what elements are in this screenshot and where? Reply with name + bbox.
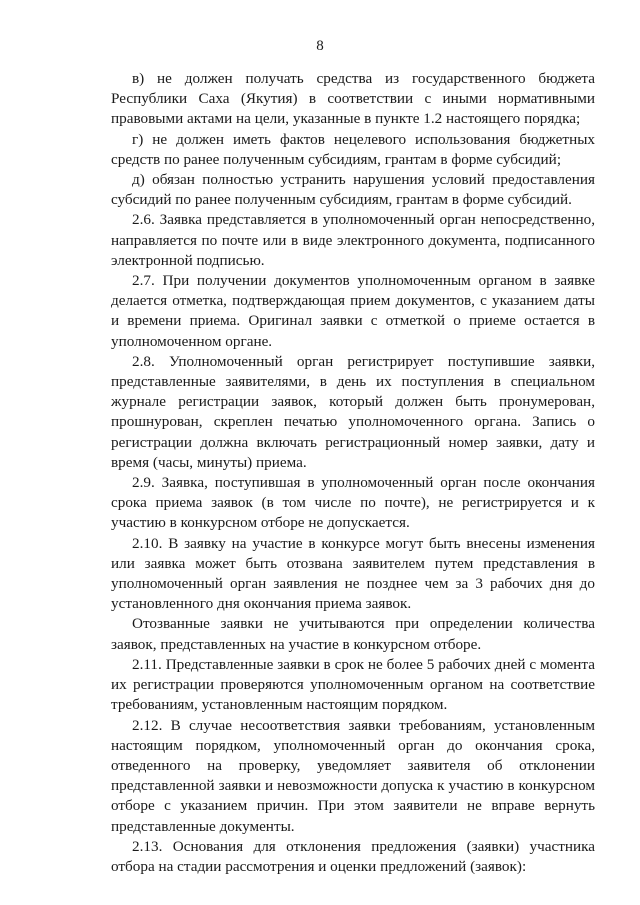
- page-number: 8: [316, 38, 324, 54]
- paragraph-2-11: 2.11. Представленные заявки в срок не более 5 рабочих дней с момента их регистрации проверяются уполномоченным органом на соответствие требованиям, установленным настоящим порядком.: [111, 655, 595, 714]
- paragraph-2-9: 2.9. Заявка, поступившая в уполномоченный орган после окончания срока приема заявок (в том числе по почте), не регистрируется и к участию в конкурсном отборе не допускается.: [111, 474, 595, 532]
- paragraph-subitem-d: д) обязан полностью устранить нарушения условий предоставления субсидий по ранее полученным субсидиям, грантам в форме субсидий.: [111, 171, 595, 209]
- document-body: [111, 69, 595, 877]
- paragraph-2-13: 2.13. Основания для отклонения предложения (заявки) участника отбора на стадии рассмотрения и оценки предложений (заявок):: [111, 837, 595, 875]
- paragraph-2-7: 2.7. При получении документов уполномоченным органом в заявке делается отметка, подтверждающая прием документов, с указанием даты и времени приема. Оригинал заявки с отметкой о приеме остается в уполномоченном органе.: [111, 272, 595, 350]
- paragraph-2-6: 2.6. Заявка представляется в уполномоченный орган непосредственно, направляется по почте или в виде электронного документа, подписанного электронной подписью.: [111, 211, 595, 269]
- paragraph-withdrawn-applications: Отозванные заявки не учитываются при определении количества заявок, представленных на участие в конкурсном отборе.: [111, 615, 595, 653]
- paragraph-subitem-g: г) не должен иметь фактов нецелевого использования бюджетных средств по ранее полученным субсидиям, грантам в форме субсидий;: [111, 130, 595, 168]
- paragraph-2-8: 2.8. Уполномоченный орган регистрирует поступившие заявки, представленные заявителями, в день их поступления в специальном журнале регистрации заявок, который должен быть пронумерован, прошнурован, скреплен печатью уполномоченного органа. Запись о регистрации должна включать регистрационный номер заявки, дату и время (часы, минуты) приема.: [111, 352, 595, 471]
- paragraph-2-10: 2.10. В заявку на участие в конкурсе могут быть внесены изменения или заявка может быть отозвана заявителем путем представления в уполномоченный орган заявления не позднее чем за 3 рабочих дня до установленного дня окончания приема заявок.: [111, 534, 595, 613]
- paragraph-subitem-v: в) не должен получать средства из государственного бюджета Республики Саха (Якутия) в соответствии с иными нормативными правовыми актами на цели, указанные в пункте 1.2 настоящего порядка;: [111, 70, 595, 128]
- paragraph-2-12: 2.12. В случае несоответствия заявки требованиям, установленным настоящим порядком, уполномоченный орган до окончания срока, отведенного на проверку, уведомляет заявителя об отклонении представленной заявки и невозможности допуска к участию в конкурсном отборе с указанием причин. При этом заявители не вправе вернуть представленные документы.: [111, 716, 595, 835]
